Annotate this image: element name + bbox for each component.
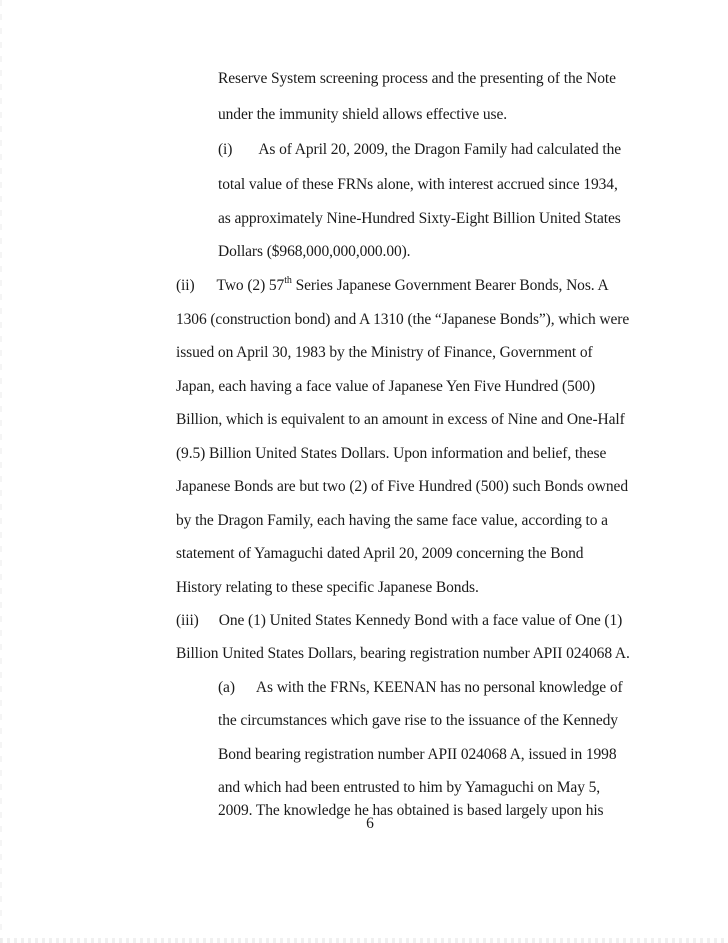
text-line: Bond bearing registration number APII 024068 A, issued in 1998 [218,746,617,763]
text-line: total value of these FRNs alone, with interest accrued since 1934, [218,176,618,193]
text-line: (9.5) Billion United States Dollars. Upon information and belief, these [176,445,607,462]
text-line: 1306 (construction bond) and A 1310 (the “Japanese Bonds”), which were [176,311,630,328]
text-line: Two (2) 57 [216,277,285,294]
text-line: issued on April 30, 1983 by the Ministry of Finance, Government of [176,344,593,361]
text-line: As with the FRNs, KEENAN has no personal knowledge of [255,679,623,696]
marker-ii: (ii) [176,277,195,294]
text-line: as approximately Nine-Hundred Sixty-Eight Billion United States [218,210,621,227]
text-line: Japan, each having a face value of Japanese Yen Five Hundred (500) [176,378,596,395]
text-line: Billion, which is equivalent to an amount in excess of Nine and One-Half [176,411,625,428]
subparagraph-i [218,141,621,159]
text-line: One (1) United States Kennedy Bond with a face value of One (1) [218,612,623,629]
scan-bottom-artifact [0,938,728,943]
text-line: under the immunity shield allows effective use. [218,106,508,123]
text-line: Japanese Bonds are but two (2) of Five Hundred (500) such Bonds owned [176,478,628,495]
item-iii [176,612,622,630]
marker-a: (a) [218,679,235,696]
page-number: 6 [366,815,374,832]
text-line: As of April 20, 2009, the Dragon Family had calculated the [258,141,622,158]
text-line: Billion United States Dollars, bearing registration number APII 024068 A. [176,645,630,662]
scan-edge-artifact [0,0,2,943]
marker-i: (i) [218,141,233,158]
superscript: th [284,274,292,286]
text-line: Reserve System screening process and the presenting of the Note [218,70,616,87]
text-line: statement of Yamaguchi dated April 20, 2009 concerning the Bond [176,545,584,562]
text-line: Dollars ($968,000,000,000.00). [218,243,411,260]
text-line: and which had been entrusted to him by Yamaguchi on May 5, [218,779,601,796]
subparagraph-a [218,679,623,697]
marker-iii: (iii) [176,612,199,629]
text-line: by the Dragon Family, each having the same face value, according to a [176,512,608,529]
text-line: the circumstances which gave rise to the issuance of the Kennedy [218,712,618,729]
text-line: History relating to these specific Japanese Bonds. [176,579,479,596]
item-ii [176,274,609,295]
text-line: Series Japanese Government Bearer Bonds, Nos. A [291,277,609,294]
text-line: 2009. The knowledge he has obtained is based largely upon his [218,802,604,819]
